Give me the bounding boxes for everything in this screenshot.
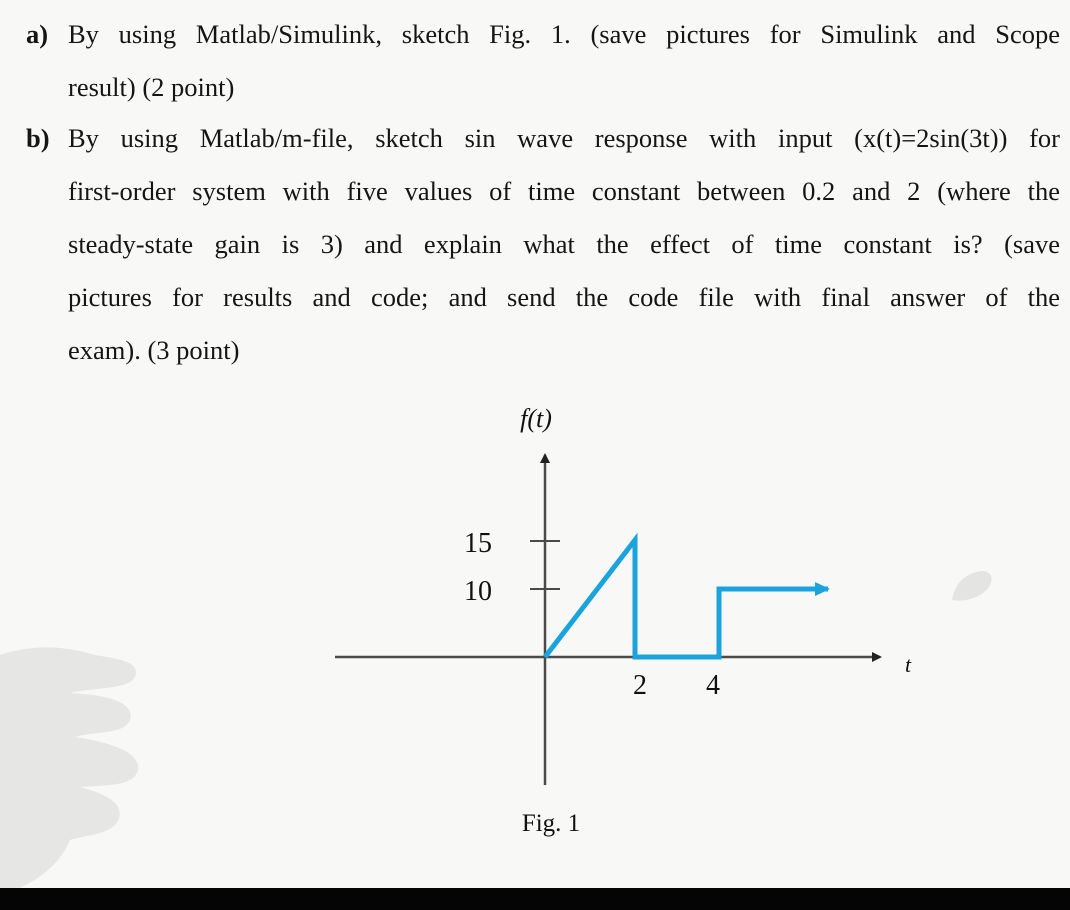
question-b-line-5: exam). (3 point) <box>68 335 240 365</box>
question-b-line-2: first-order system with five values of time constant between 0.2 and 2 (where the <box>68 176 1060 206</box>
question-b-line-4: pictures for results and code; and send the code file with final answer of the <box>68 282 1060 312</box>
x-tick-label-4: 4 <box>706 670 720 701</box>
signal-line <box>545 540 828 657</box>
y-tick-label-15: 15 <box>464 528 492 559</box>
figure-caption: Fig. 1 <box>521 810 581 837</box>
question-a-marker: a) <box>26 19 49 49</box>
question-a-line-1: By using Matlab/Simulink, sketch Fig. 1. (save pictures for Simulink and Scope <box>68 19 1060 49</box>
y-axis-label: f(t) <box>520 404 552 433</box>
question-b-line-3: steady-state gain is 3) and explain what the effect of time constant is? (save <box>68 229 1060 259</box>
y-tick-label-10: 10 <box>464 576 492 607</box>
x-tick-label-2: 2 <box>633 670 647 701</box>
question-b-marker: b) <box>26 123 50 153</box>
x-axis-label: t <box>904 652 912 677</box>
question-a-line-2: result) (2 point) <box>68 72 235 102</box>
bottom-bar <box>0 888 1070 910</box>
hand-overlay <box>0 635 160 895</box>
glare-overlay <box>950 565 995 605</box>
question-b-line-1: By using Matlab/m-file, sketch sin wave response with input (x(t)=2sin(3t)) for <box>68 123 1060 153</box>
